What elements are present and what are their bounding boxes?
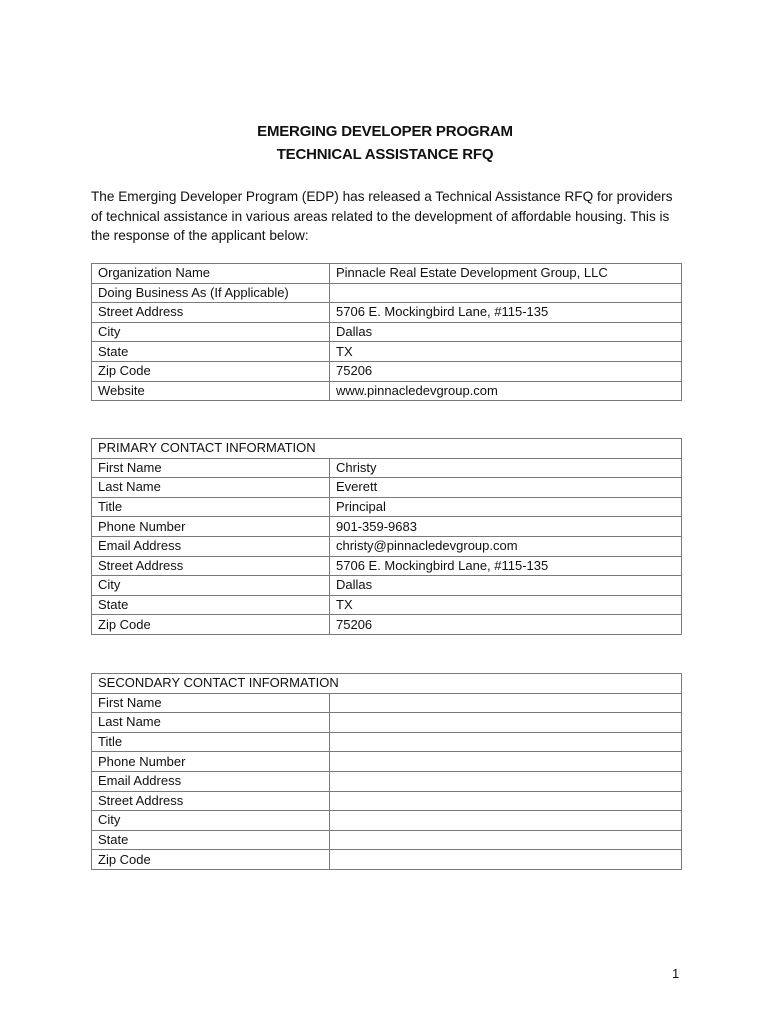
organization-row: [92, 322, 682, 342]
secondary-contact-field-label: Zip Code: [92, 850, 330, 870]
secondary-contact-row: [92, 771, 682, 791]
secondary-contact-table: [91, 673, 682, 870]
primary-contact-field-value[interactable]: 901-359-9683: [330, 517, 682, 537]
primary-contact-field-value[interactable]: 75206: [330, 615, 682, 635]
primary-contact-field-value[interactable]: christy@pinnacledevgroup.com: [330, 536, 682, 556]
organization-field-value[interactable]: [330, 283, 682, 303]
organization-field-label: City: [92, 322, 330, 342]
document-title-line2: TECHNICAL ASSISTANCE RFQ: [276, 146, 494, 163]
organization-field-label: Zip Code: [92, 361, 330, 381]
secondary-contact-row: [92, 752, 682, 772]
primary-contact-field-value[interactable]: Christy: [330, 458, 682, 478]
secondary-contact-row: [92, 830, 682, 850]
primary-contact-row: [92, 595, 682, 615]
primary-contact-field-label: City: [92, 576, 330, 596]
secondary-contact-field-value[interactable]: [330, 771, 682, 791]
organization-field-value[interactable]: 75206: [330, 361, 682, 381]
primary-contact-field-label: Zip Code: [92, 615, 330, 635]
secondary-contact-field-label: City: [92, 811, 330, 831]
primary-contact-heading-row: [92, 439, 682, 459]
organization-field-label: Organization Name: [92, 264, 330, 284]
document-title-line1: EMERGING DEVELOPER PROGRAM: [257, 123, 513, 140]
secondary-contact-row: [92, 850, 682, 870]
secondary-contact-field-label: Title: [92, 732, 330, 752]
secondary-contact-field-label: Last Name: [92, 713, 330, 733]
organization-row: [92, 264, 682, 284]
page-number: 1: [672, 966, 680, 981]
primary-contact-row: [92, 458, 682, 478]
organization-row: [92, 283, 682, 303]
secondary-contact-row: [92, 732, 682, 752]
organization-row: [92, 361, 682, 381]
secondary-contact-heading-row: [92, 674, 682, 694]
organization-field-label: Doing Business As (If Applicable): [92, 283, 330, 303]
secondary-contact-row: [92, 693, 682, 713]
secondary-contact-field-label: State: [92, 830, 330, 850]
organization-field-value[interactable]: Pinnacle Real Estate Development Group, LLC: [330, 264, 682, 284]
primary-contact-row: [92, 497, 682, 517]
secondary-contact-field-value[interactable]: [330, 713, 682, 733]
secondary-contact-row: [92, 811, 682, 831]
primary-contact-row: [92, 556, 682, 576]
organization-field-value[interactable]: www.pinnacledevgroup.com: [330, 381, 682, 401]
primary-contact-field-value[interactable]: Everett: [330, 478, 682, 498]
secondary-contact-field-label: Phone Number: [92, 752, 330, 772]
primary-contact-field-label: Last Name: [92, 478, 330, 498]
organization-field-label: State: [92, 342, 330, 362]
primary-contact-field-value[interactable]: Dallas: [330, 576, 682, 596]
secondary-contact-field-value[interactable]: [330, 752, 682, 772]
organization-field-value[interactable]: TX: [330, 342, 682, 362]
primary-contact-field-label: Email Address: [92, 536, 330, 556]
secondary-contact-field-value[interactable]: [330, 811, 682, 831]
secondary-contact-field-label: Email Address: [92, 771, 330, 791]
organization-field-value[interactable]: 5706 E. Mockingbird Lane, #115-135: [330, 303, 682, 323]
primary-contact-row: [92, 517, 682, 537]
secondary-contact-field-label: First Name: [92, 693, 330, 713]
intro-paragraph: The Emerging Developer Program (EDP) has released a Technical Assistance RFQ for providers of technical assistance in various areas related to the development of affordable housing. This is the response of the applicant below:: [91, 189, 673, 243]
organization-row: [92, 381, 682, 401]
primary-contact-heading: PRIMARY CONTACT INFORMATION: [92, 439, 682, 459]
primary-contact-field-value[interactable]: TX: [330, 595, 682, 615]
primary-contact-field-label: First Name: [92, 458, 330, 478]
primary-contact-field-value[interactable]: 5706 E. Mockingbird Lane, #115-135: [330, 556, 682, 576]
organization-row: [92, 303, 682, 323]
secondary-contact-row: [92, 713, 682, 733]
primary-contact-field-value[interactable]: Principal: [330, 497, 682, 517]
secondary-contact-field-label: Street Address: [92, 791, 330, 811]
primary-contact-row: [92, 615, 682, 635]
organization-field-value[interactable]: Dallas: [330, 322, 682, 342]
primary-contact-field-label: Street Address: [92, 556, 330, 576]
primary-contact-row: [92, 536, 682, 556]
secondary-contact-row: [92, 791, 682, 811]
primary-contact-field-label: Title: [92, 497, 330, 517]
organization-field-label: Website: [92, 381, 330, 401]
secondary-contact-field-value[interactable]: [330, 850, 682, 870]
primary-contact-row: [92, 576, 682, 596]
primary-contact-field-label: Phone Number: [92, 517, 330, 537]
secondary-contact-field-value[interactable]: [330, 732, 682, 752]
organization-field-label: Street Address: [92, 303, 330, 323]
organization-table: [91, 263, 682, 401]
secondary-contact-field-value[interactable]: [330, 830, 682, 850]
secondary-contact-field-value[interactable]: [330, 693, 682, 713]
primary-contact-row: [92, 478, 682, 498]
secondary-contact-field-value[interactable]: [330, 791, 682, 811]
primary-contact-table: [91, 438, 682, 635]
primary-contact-field-label: State: [92, 595, 330, 615]
organization-row: [92, 342, 682, 362]
secondary-contact-heading: SECONDARY CONTACT INFORMATION: [92, 674, 682, 694]
